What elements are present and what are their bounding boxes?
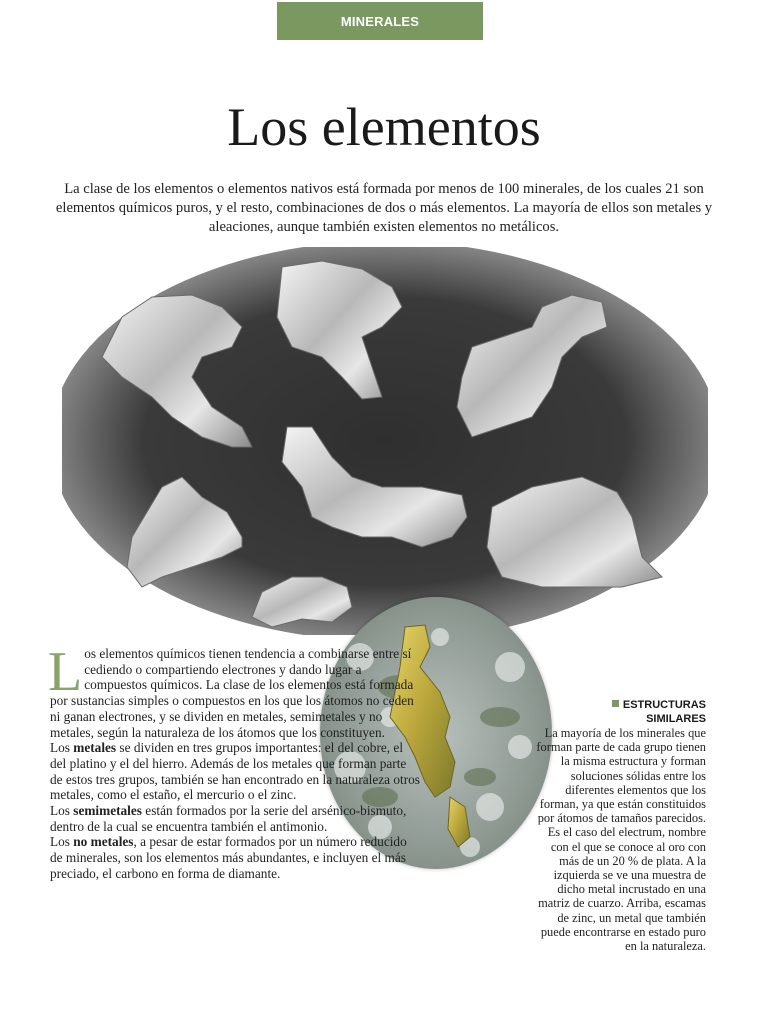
body-text xyxy=(48,641,420,882)
sidebar-caption xyxy=(536,698,706,953)
term-metales: metales xyxy=(73,740,117,756)
text-fragment: Los xyxy=(50,834,74,850)
sidebar-title-line-1: ESTRUCTURAS xyxy=(622,699,706,711)
paragraph-metales xyxy=(50,740,420,803)
paragraph-no-metales xyxy=(50,834,420,881)
zinc-flakes-photo xyxy=(62,247,708,635)
paragraph-semimetales xyxy=(50,803,420,834)
section-label: MINERALES xyxy=(340,13,420,29)
paragraph-1: os elementos químicos tienen tendencia a combinarse entre sí cediendo o compartiendo electrones y dando lugar a compuestos químicos. La clase de los elementos está formada por sustancias simples o compuestos en los que los átomos no ceden ni ganan electrones, y se dividen en metales, semimetales y no metales, según la naturaleza de los átomos que los constituyen. xyxy=(50,646,414,740)
square-bullet-icon xyxy=(612,700,619,707)
paragraph-intro xyxy=(48,641,420,740)
drop-cap: L xyxy=(48,641,83,703)
term-semimetales: semimetales xyxy=(73,803,142,819)
sidebar-title-line-2: SIMILARES xyxy=(646,713,706,725)
text-fragment: Los xyxy=(50,803,74,819)
text-fragment: , a pesar de estar formados por un número reducido de minerales, son los elementos más abundantes, e incluyen el más preciado, el carbono en forma de diamante. xyxy=(50,834,407,881)
text-fragment: Los xyxy=(50,740,74,756)
page-title: Los elementos xyxy=(227,97,541,157)
sidebar-title xyxy=(536,698,706,726)
sidebar-text: La mayoría de los minerales que forman parte de cada grupo tienen la misma estructura y forman soluciones sólidas entre los diferentes elementos que los forman, ya que están constituidos por átomos de tamaños parecidos. Es el caso del electrum, nombre con el que se conoce al oro con más de un 20 % de plata. A la izquierda se ve una muestra de dicho metal incrustado en una matriz de cuarzo. Arriba, escamas de zinc, un metal que también puede encontrarse en estado puro en la naturaleza. xyxy=(536,726,706,954)
text-fragment: están formados por la serie del arsénico-bismuto, dentro de la cual se encuentra también el antimonio. xyxy=(50,803,407,834)
intro-paragraph: La clase de los elementos o elementos nativos está formada por menos de 100 minerales, de los cuales 21 son elementos químicos puros, y el resto, combinaciones de dos o más elementos. La mayoría de ellos son metales y aleaciones, aunque también existen elementos no metálicos. xyxy=(55,181,713,235)
term-no-metales: no metales xyxy=(73,834,134,850)
section-header-tab xyxy=(277,2,483,40)
text-fragment: se dividen en tres grupos importantes: el del cobre, el del platino y el del hierro. Además de los metales que forman parte de estos tres grupos, también se han encontrado en la naturaleza otros metales, como el estaño, el mercurio o el zinc. xyxy=(50,740,420,803)
